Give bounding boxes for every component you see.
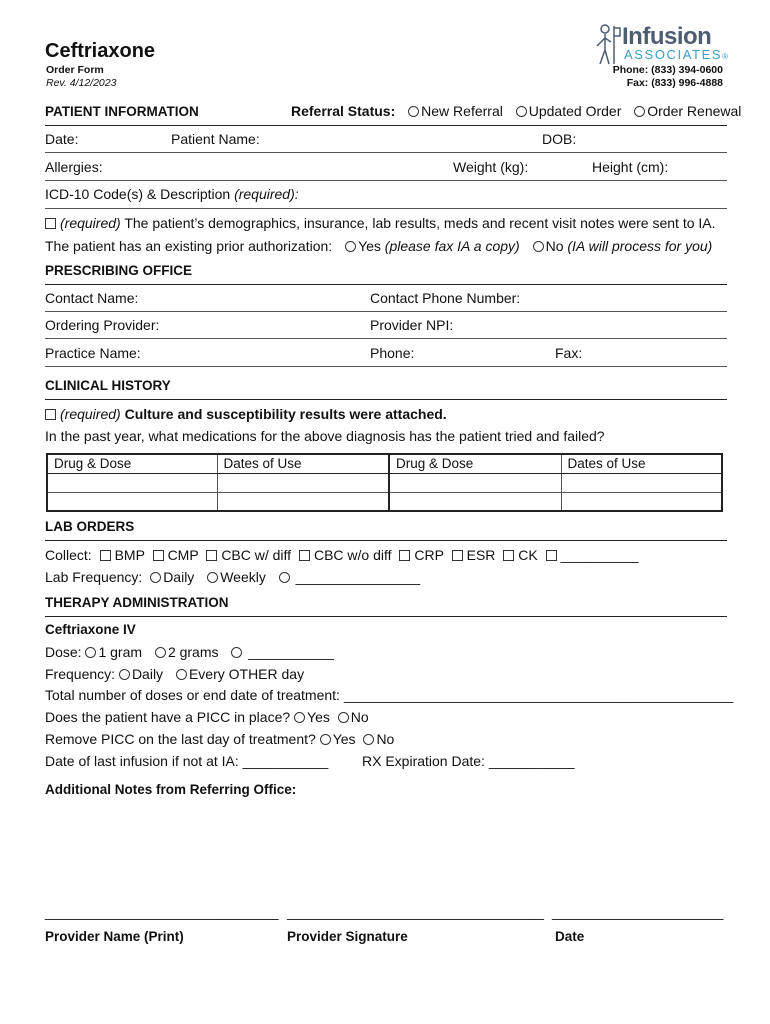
meds-question: In the past year, what medications for the above diagnosis has the patient tried and failed?	[45, 428, 605, 444]
lab-weekly-radio[interactable]	[207, 572, 218, 583]
provider-signature-line[interactable]: _________________________________	[287, 904, 544, 920]
referral-new-radio[interactable]	[408, 106, 419, 117]
field-line[interactable]	[45, 311, 727, 312]
fax-number: Fax: (833) 996-4888	[626, 77, 723, 89]
divider	[45, 616, 727, 617]
contact-name-label: Contact Name:	[45, 290, 139, 306]
field-line[interactable]	[45, 152, 727, 153]
referral-updated-radio[interactable]	[516, 106, 527, 117]
lab-orders-heading: LAB ORDERS	[45, 519, 135, 534]
referral-status-label: Referral Status:	[291, 103, 396, 119]
table-cell[interactable]	[47, 492, 217, 511]
table-header-row	[47, 454, 722, 473]
last-infusion-row	[45, 753, 328, 769]
collect-label: Collect:	[45, 547, 92, 563]
additional-notes-field[interactable]	[45, 803, 727, 903]
patient-info-heading: PATIENT INFORMATION	[45, 104, 199, 119]
other-lab-field[interactable]: __________	[560, 547, 639, 563]
referral-status	[291, 103, 741, 119]
remove-picc-label: Remove PICC on the last day of treatment?	[45, 731, 316, 747]
logo-wordmark: Infusion	[622, 23, 712, 50]
logo-figure-icon	[592, 24, 622, 66]
field-line[interactable]	[45, 338, 727, 339]
freq-daily-radio[interactable]	[119, 669, 130, 680]
dose-label: Dose:	[45, 644, 82, 660]
prior-auth-yes-radio[interactable]	[345, 241, 356, 252]
therapy-heading: THERAPY ADMINISTRATION	[45, 595, 229, 610]
weight-label: Weight (kg):	[453, 159, 529, 175]
signature-date-label: Date	[555, 929, 585, 944]
table-cell[interactable]	[561, 473, 722, 492]
logo-subtitle: ASSOCIATES®	[624, 47, 729, 62]
dose-other-radio[interactable]	[231, 647, 242, 658]
allergies-label: Allergies:	[45, 159, 103, 175]
total-doses-label: Total number of doses or end date of treatment:	[45, 687, 340, 703]
drug-name: Ceftriaxone IV	[45, 622, 136, 637]
phone-number: Phone: (833) 394-0600	[612, 64, 723, 76]
dose-row: Dose: 1 gram 2 grams ___________	[45, 644, 334, 660]
dose-1g-radio[interactable]	[85, 647, 96, 658]
lab-other-radio[interactable]	[279, 572, 290, 583]
icd-label: ICD-10 Code(s) & Description (required):	[45, 186, 299, 202]
crp-checkbox[interactable]	[399, 550, 410, 561]
picc-no-radio[interactable]	[338, 712, 349, 723]
referral-updated-label: Updated Order	[528, 103, 622, 119]
divider	[45, 399, 727, 400]
last-infusion-label: Date of last infusion if not at IA:	[45, 753, 239, 769]
remove-picc-no-radio[interactable]	[363, 734, 374, 745]
dose-other-field[interactable]: ___________	[248, 644, 334, 660]
practice-fax-label: Fax:	[555, 345, 583, 361]
table-header: Dates of Use	[561, 454, 722, 473]
provider-name-label: Provider Name (Print)	[45, 929, 184, 944]
cmp-checkbox[interactable]	[153, 550, 164, 561]
table-header: Dates of Use	[217, 454, 389, 473]
cbc-no-diff-checkbox[interactable]	[299, 550, 310, 561]
picc-label: Does the patient have a PICC in place?	[45, 709, 291, 725]
revision-date: Rev. 4/12/2023	[46, 77, 117, 89]
prior-auth-no-radio[interactable]	[533, 241, 544, 252]
rx-expiration-field[interactable]: ___________	[488, 753, 575, 769]
rx-expiration-label: RX Expiration Date:	[362, 753, 485, 769]
referral-renewal-label: Order Renewal	[647, 103, 742, 119]
divider	[45, 284, 727, 285]
culture-checkbox[interactable]	[45, 409, 56, 420]
lab-frequency-other-field[interactable]: ________________	[295, 569, 421, 585]
dose-2g-radio[interactable]	[155, 647, 166, 658]
lab-frequency-label: Lab Frequency:	[45, 569, 143, 585]
referral-new-label: New Referral	[421, 103, 503, 119]
table-row	[47, 492, 722, 511]
esr-checkbox[interactable]	[452, 550, 463, 561]
lab-frequency-row: Lab Frequency: Daily Weekly ________________	[45, 569, 421, 585]
total-doses-row	[45, 687, 733, 703]
ordering-provider-label: Ordering Provider:	[45, 317, 160, 333]
field-line[interactable]	[45, 208, 727, 209]
table-cell[interactable]	[389, 473, 561, 492]
other-lab-checkbox[interactable]	[546, 550, 557, 561]
provider-name-line[interactable]: ______________________________	[45, 904, 279, 920]
date-line[interactable]: ______________________	[552, 904, 724, 920]
field-line[interactable]	[45, 180, 727, 181]
referral-renewal-radio[interactable]	[634, 106, 645, 117]
additional-notes-heading: Additional Notes from Referring Office:	[45, 782, 297, 797]
table-cell[interactable]	[561, 492, 722, 511]
records-sent-checkbox[interactable]	[45, 218, 56, 229]
prior-auth-label: The patient has an existing prior authorization:	[45, 238, 333, 254]
lab-daily-radio[interactable]	[150, 572, 161, 583]
table-header: Drug & Dose	[389, 454, 561, 473]
table-cell[interactable]	[47, 473, 217, 492]
prescribing-heading: PRESCRIBING OFFICE	[45, 263, 193, 278]
date-label: Date:	[45, 131, 79, 147]
dob-label: DOB:	[542, 131, 577, 147]
table-cell[interactable]	[217, 473, 389, 492]
provider-npi-label: Provider NPI:	[370, 317, 454, 333]
divider	[45, 125, 727, 126]
practice-name-label: Practice Name:	[45, 345, 141, 361]
table-header: Drug & Dose	[47, 454, 217, 473]
picc-row: Does the patient have a PICC in place? Yes No	[45, 709, 369, 725]
remove-picc-yes-radio[interactable]	[320, 734, 331, 745]
last-infusion-field[interactable]: ___________	[242, 753, 329, 769]
picc-yes-radio[interactable]	[294, 712, 305, 723]
cbc-diff-checkbox[interactable]	[206, 550, 217, 561]
form-subtitle: Order Form	[46, 64, 104, 76]
frequency-row: Frequency: Daily Every OTHER day	[45, 666, 305, 682]
frequency-label: Frequency:	[45, 666, 116, 682]
table-row	[47, 473, 722, 492]
remove-picc-row: Remove PICC on the last day of treatment? Yes No	[45, 731, 395, 747]
provider-signature-label: Provider Signature	[287, 929, 408, 944]
patient-name-label: Patient Name:	[171, 131, 260, 147]
rx-expiration-row	[362, 753, 575, 769]
clinical-heading: CLINICAL HISTORY	[45, 378, 171, 393]
medication-history-table	[46, 453, 723, 512]
practice-phone-label: Phone:	[370, 345, 415, 361]
collect-row: Collect: BMP CMP CBC w/ diff CBC w/o diff CRP ESR CK __________	[45, 547, 639, 563]
records-sent-row: (required) The patient’s demographics, insurance, lab results, meds and recent visit notes were sent to IA.	[45, 215, 716, 231]
contact-phone-label: Contact Phone Number:	[370, 290, 521, 306]
form-title: Ceftriaxone	[45, 40, 156, 62]
field-line[interactable]	[45, 366, 727, 367]
culture-row: (required) Culture and susceptibility results were attached.	[45, 406, 447, 422]
ck-checkbox[interactable]	[503, 550, 514, 561]
table-cell[interactable]	[217, 492, 389, 511]
freq-every-other-radio[interactable]	[176, 669, 187, 680]
height-label: Height (cm):	[592, 159, 669, 175]
divider	[45, 540, 727, 541]
bmp-checkbox[interactable]	[100, 550, 111, 561]
total-doses-field[interactable]: __________________________________________________	[343, 687, 734, 703]
prior-auth-row: The patient has an existing prior authorization: Yes (please fax IA a copy) No (IA will process for you)	[45, 238, 713, 254]
table-cell[interactable]	[389, 492, 561, 511]
